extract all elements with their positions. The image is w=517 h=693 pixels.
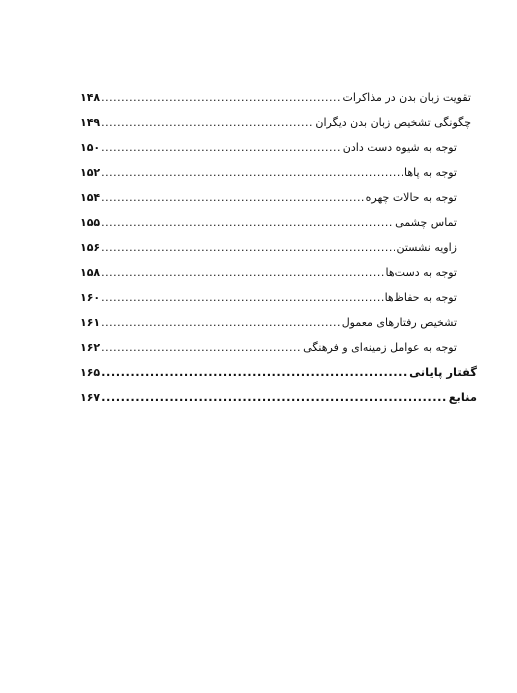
toc-page-number: ۱۶۰ [80, 291, 101, 304]
toc-entry[interactable] [80, 235, 477, 260]
toc-entry-title: تشخیص رفتارهای معمول [341, 316, 457, 329]
toc-leader-dots [101, 360, 408, 385]
toc-entry-title: تماس چشمی [395, 216, 457, 229]
toc-entry-title: زاویه نشستن [396, 241, 457, 254]
toc-chapter-entry[interactable] [80, 385, 477, 410]
table-of-contents [80, 85, 477, 410]
toc-entry[interactable] [80, 135, 477, 160]
toc-page-number: ۱۵۶ [80, 241, 101, 254]
toc-entry-title: توجه به عوامل زمینه‌ای و فرهنگی [303, 341, 457, 354]
toc-entry-title: توجه به پاها [404, 166, 457, 179]
toc-leader-dots [101, 85, 341, 110]
toc-leader-dots [101, 210, 394, 235]
toc-entry-title: چگونگی تشخیص زبان بدن دیگران [315, 116, 471, 129]
toc-leader-dots [101, 310, 341, 335]
toc-entry[interactable] [80, 85, 477, 110]
toc-chapter-entry[interactable] [80, 360, 477, 385]
toc-entry[interactable] [80, 260, 477, 285]
toc-leader-dots [101, 135, 342, 160]
toc-leader-dots [101, 160, 403, 185]
toc-entry[interactable] [80, 285, 477, 310]
toc-page-number: ۱۵۴ [80, 191, 101, 204]
toc-leader-dots [101, 260, 384, 285]
toc-entry[interactable] [80, 310, 477, 335]
toc-leader-dots [101, 235, 395, 260]
toc-entry[interactable] [80, 335, 477, 360]
toc-leader-dots [101, 110, 314, 135]
toc-page-number: ۱۵۵ [80, 216, 101, 229]
toc-page-number: ۱۵۰ [80, 141, 101, 154]
toc-page-number: ۱۶۲ [80, 341, 101, 354]
toc-entry[interactable] [80, 110, 477, 135]
toc-entry-title: توجه به شیوه دست دادن [342, 141, 457, 154]
toc-leader-dots [101, 335, 302, 360]
toc-leader-dots [101, 285, 383, 310]
toc-entry[interactable] [80, 185, 477, 210]
toc-entry-title: گفتار پایانی [409, 365, 477, 379]
toc-entry-title: توجه به حفاظ‌ها [384, 291, 457, 304]
toc-page-number: ۱۶۵ [80, 366, 101, 379]
toc-page-number: ۱۶۷ [80, 391, 101, 404]
toc-page-number: ۱۴۸ [80, 91, 101, 104]
toc-entry-title: تقویت زبان بدن در مذاکرات [342, 91, 471, 104]
toc-page-number: ۱۴۹ [80, 116, 101, 129]
toc-page-number: ۱۵۲ [80, 166, 101, 179]
toc-entry-title: توجه به دست‌ها [385, 266, 457, 279]
toc-page-number: ۱۶۱ [80, 316, 101, 329]
toc-entry[interactable] [80, 160, 477, 185]
toc-page-number: ۱۵۸ [80, 266, 101, 279]
toc-entry[interactable] [80, 210, 477, 235]
toc-entry-title: توجه به حالات چهره [365, 191, 457, 204]
toc-leader-dots [101, 385, 448, 410]
toc-entry-title: منابع [448, 390, 477, 404]
toc-leader-dots [101, 185, 364, 210]
